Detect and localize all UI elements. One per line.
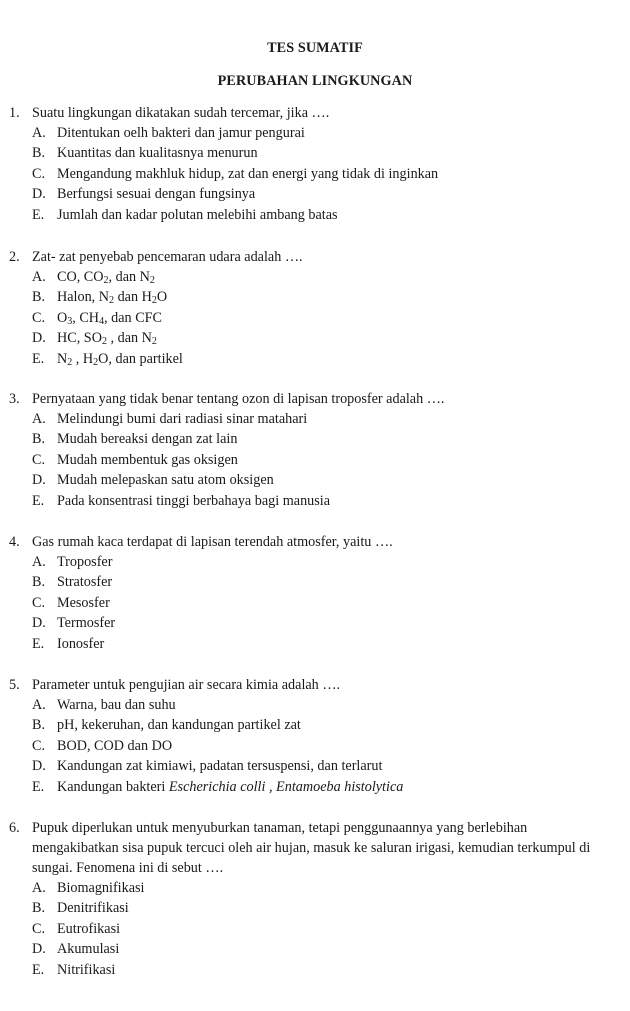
- option-letter: D.: [32, 330, 46, 347]
- option-text: Mudah membentuk gas oksigen: [57, 451, 238, 468]
- option-text: Denitrifikasi: [57, 900, 129, 917]
- question-stem: [0, 818, 607, 878]
- option-text: Termosfer: [57, 615, 116, 632]
- option-a: [0, 409, 630, 429]
- option-a: [0, 695, 630, 715]
- subscript: 3: [67, 315, 73, 327]
- option-b: [0, 429, 630, 449]
- subscript: 4: [99, 315, 105, 327]
- option-text: Melindungi bumi dari radiasi sinar matahari: [57, 411, 308, 427]
- question-text: Suatu lingkungan dikatakan sudah tercemar, jika ….: [32, 105, 330, 121]
- option-letter: E.: [32, 635, 45, 652]
- formula-text: , CH: [72, 309, 100, 326]
- question-number: 6.: [9, 820, 20, 836]
- option-text: Warna, bau dan suhu: [57, 697, 176, 713]
- option-letter: C.: [32, 594, 46, 611]
- option-a: [0, 878, 630, 898]
- option-c: [0, 736, 630, 756]
- option-text: Kandungan bakteri: [57, 778, 169, 795]
- option-letter: A.: [32, 554, 46, 570]
- option-letter: A.: [32, 880, 46, 896]
- option-d: [0, 756, 630, 776]
- question-number: 5.: [9, 677, 20, 693]
- option-letter: C.: [32, 451, 46, 468]
- option-text: Ditentukan oelh bakteri dan jamur pengurai: [57, 125, 305, 141]
- option-c: [0, 450, 630, 470]
- option-text: Biomagnifikasi: [57, 880, 145, 896]
- option-e: [0, 634, 630, 654]
- option-text: Ionosfer: [57, 635, 105, 652]
- option-letter: A.: [32, 269, 46, 285]
- option-b: [0, 715, 630, 735]
- option-text: Kandungan zat kimiawi, padatan tersuspensi, dan terlarut: [57, 758, 383, 775]
- option-d: [0, 184, 630, 204]
- page-subtitle: PERUBAHAN LINGKUNGAN: [217, 73, 413, 89]
- option-b: [0, 143, 630, 163]
- option-letter: C.: [32, 165, 46, 182]
- option-list: [0, 409, 630, 511]
- formula-text: , dan N: [108, 269, 150, 285]
- option-list: [0, 878, 630, 980]
- option-letter: E.: [32, 492, 45, 509]
- option-letter: B.: [32, 289, 46, 306]
- question-1: [0, 103, 630, 225]
- option-letter: A.: [32, 411, 46, 427]
- option-text: Mengandung makhluk hidup, zat dan energi yang tidak di inginkan: [57, 165, 439, 182]
- option-e: [0, 960, 630, 980]
- formula-text: , dan N: [106, 330, 152, 347]
- option-a: [0, 267, 630, 287]
- page-title: TES SUMATIF: [267, 40, 363, 56]
- question-6: [0, 818, 630, 980]
- option-text: Pada konsentrasi tinggi berbahaya bagi manusia: [57, 492, 331, 509]
- option-letter: C.: [32, 920, 46, 937]
- option-d: [0, 613, 630, 633]
- option-letter: D.: [32, 472, 46, 489]
- option-letter: B.: [32, 574, 46, 591]
- option-letter: D.: [32, 615, 46, 632]
- option-c: [0, 593, 630, 613]
- option-text: Nitrifikasi: [57, 961, 116, 978]
- subscript: 2: [93, 356, 99, 368]
- option-e: [0, 491, 630, 511]
- option-text: Mesosfer: [57, 594, 110, 611]
- option-letter: D.: [32, 186, 46, 203]
- option-e: [0, 349, 630, 369]
- question-text: Pernyataan yang tidak benar tentang ozon di lapisan troposfer adalah ….: [32, 391, 445, 407]
- option-letter: D.: [32, 941, 46, 958]
- option-a: [0, 552, 630, 572]
- option-text: Jumlah dan kadar polutan melebihi ambang batas: [57, 206, 338, 223]
- question-4: [0, 532, 630, 654]
- question-number: 2.: [9, 249, 20, 265]
- option-e: [0, 777, 630, 797]
- question-3: [0, 389, 630, 511]
- option-b: [0, 898, 630, 918]
- question-text: Parameter untuk pengujian air secara kimia adalah ….: [32, 677, 341, 693]
- subscript: 2: [151, 295, 157, 307]
- option-d: [0, 470, 630, 490]
- question-5: [0, 675, 630, 797]
- subscript: 2: [109, 295, 115, 307]
- option-list: [0, 123, 630, 225]
- formula-text: , H: [72, 350, 94, 367]
- formula-text: dan H: [114, 289, 152, 306]
- question-stem: [0, 675, 602, 695]
- option-text: Akumulasi: [57, 941, 120, 958]
- option-e: [0, 205, 630, 225]
- question-2: [0, 247, 630, 369]
- option-text: Eutrofikasi: [57, 920, 121, 937]
- formula-text: HC, SO: [57, 330, 102, 347]
- question-text: Pupuk diperlukan untuk menyuburkan tanaman, tetapi penggunaannya yang berlebihan mengakibatkan sisa pupuk tercuci oleh air hujan, masuk ke saluran irigasi, kemudian terkumpul di sungai. Fenomena ini di sebut ….: [32, 820, 591, 876]
- option-letter: A.: [32, 125, 46, 141]
- question-text: Zat- zat penyebab pencemaran udara adalah ….: [32, 249, 303, 265]
- option-letter: E.: [32, 350, 45, 367]
- option-letter: E.: [32, 206, 45, 223]
- option-letter: B.: [32, 900, 46, 917]
- subscript: 2: [149, 275, 155, 286]
- question-stem: [0, 103, 602, 123]
- option-c: [0, 308, 630, 328]
- option-letter: C.: [32, 309, 46, 326]
- option-letter: E.: [32, 961, 45, 978]
- question-stem: [0, 389, 602, 409]
- formula-text: CO, CO: [57, 269, 104, 285]
- option-text: pH, kekeruhan, dan kandungan partikel zat: [57, 717, 301, 734]
- option-text: Mudah bereaksi dengan zat lain: [57, 431, 238, 448]
- option-a: [0, 123, 630, 143]
- question-text: Gas rumah kaca terdapat di lapisan terendah atmosfer, yaitu ….: [32, 534, 393, 550]
- option-text: Kuantitas dan kualitasnya menurun: [57, 145, 258, 162]
- option-list: [0, 267, 630, 369]
- subscript: 2: [67, 356, 73, 368]
- species-names: Escherichia colli , Entamoeba histolytica: [168, 778, 404, 795]
- question-number: 4.: [9, 534, 20, 550]
- formula-text: , dan CFC: [104, 309, 163, 326]
- option-letter: A.: [32, 697, 46, 713]
- formula-text: Halon, N: [57, 289, 110, 306]
- question-stem: [0, 247, 602, 267]
- question-number: 1.: [9, 105, 20, 121]
- question-stem: [0, 532, 602, 552]
- formula-text: O: [57, 309, 68, 326]
- option-list: [0, 695, 630, 797]
- formula-text: O, dan partikel: [98, 350, 183, 367]
- option-text: Stratosfer: [57, 574, 113, 591]
- subscript: 2: [101, 336, 107, 348]
- option-d: [0, 328, 630, 348]
- option-text: Berfungsi sesuai dengan fungsinya: [57, 186, 256, 203]
- option-text: BOD, COD dan DO: [57, 737, 173, 754]
- option-b: [0, 287, 630, 307]
- formula-text: O: [156, 289, 168, 306]
- option-letter: D.: [32, 758, 46, 775]
- option-letter: E.: [32, 778, 45, 795]
- option-list: [0, 552, 630, 654]
- question-number: 3.: [9, 391, 20, 407]
- formula-text: N: [57, 350, 68, 367]
- option-letter: B.: [32, 431, 46, 448]
- subscript: 2: [103, 275, 109, 286]
- option-letter: B.: [32, 717, 46, 734]
- option-c: [0, 164, 630, 184]
- option-letter: C.: [32, 737, 46, 754]
- option-d: [0, 939, 630, 959]
- option-b: [0, 572, 630, 592]
- option-text: Mudah melepaskan satu atom oksigen: [57, 472, 274, 489]
- subscript: 2: [151, 336, 157, 348]
- option-c: [0, 919, 630, 939]
- option-text: Troposfer: [57, 554, 113, 570]
- option-letter: B.: [32, 145, 46, 162]
